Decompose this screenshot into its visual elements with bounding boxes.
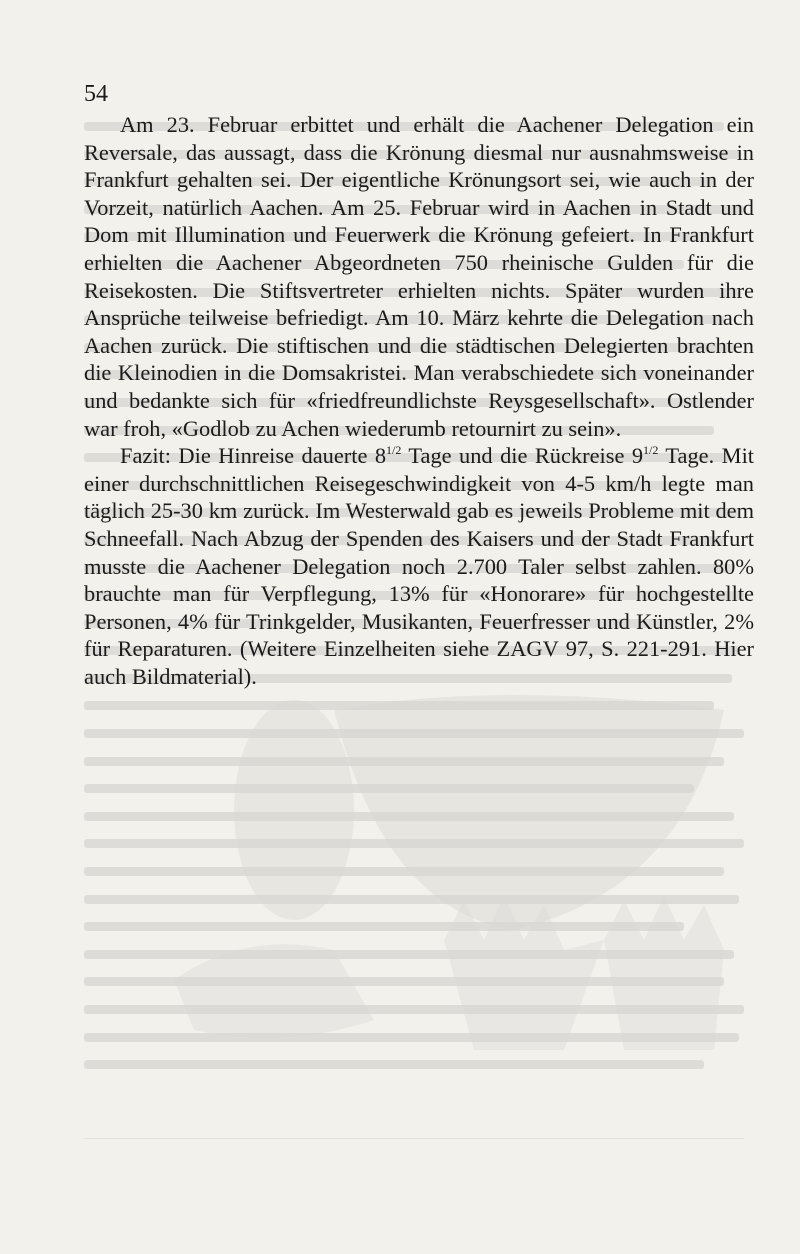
- show-through-line: [84, 938, 754, 966]
- show-through-line-bar: [84, 812, 734, 821]
- show-through-line: [84, 827, 754, 855]
- show-through-line-bar: [84, 1033, 739, 1042]
- show-through-line-bar: [84, 757, 724, 766]
- fraction-superscript: 1/2: [386, 443, 402, 458]
- show-through-line: [84, 855, 754, 883]
- show-through-line-bar: [84, 839, 744, 848]
- fraction-superscript: 1/2: [643, 443, 659, 458]
- page-number: 54: [84, 81, 108, 107]
- show-through-line: [84, 745, 754, 773]
- show-through-line-bar: [84, 784, 694, 793]
- show-through-line-bar: [84, 1060, 704, 1069]
- show-through-line-bar: [84, 1005, 744, 1014]
- paragraph-2-part-b: Tage und die Rückreise 9: [401, 443, 644, 469]
- show-through-line: [84, 910, 754, 938]
- paragraph-2-part-a: Fazit: Die Hinreise dauerte 8: [120, 443, 387, 469]
- show-through-line: [84, 717, 754, 745]
- show-through-line-bar: [84, 950, 734, 959]
- paragraph-2-part-c: Tage. Mit einer durchschnittlichen Reisegeschwindigkeit von 4-5 km/h legte man täglich 25-30 km zurück. Im Westerwald gab es jeweils Probleme mit dem Schneefall. Nach Abzug der Spenden des Kaisers und der Stadt Frankfurt musste die Aachener Delegation noch 2.700 Taler selbst zahlen. 80% brauchte man für Verpflegung, 13% für «Honorare» für hochgestellte Personen, 4% für Trinkgelder, Musikanten, Feuerfresser und Künstler, 2% für Reparaturen. (Weitere Einzelheiten siehe ZAGV 97, S. 221-291. Hier auch Bildmaterial).: [84, 443, 755, 689]
- show-through-line-bar: [84, 729, 744, 738]
- paragraph-2: [84, 442, 754, 690]
- show-through-caption-rule: [84, 1138, 744, 1139]
- paragraph-1: Am 23. Februar erbittet und erhält die Aachener Delegation ein Reversale, das aussagt, dass die Krönung diesmal nur ausnahmsweise in Frankfurt gehalten sei. Der eigentliche Krönungsort sei, wie auch in der Vorzeit, natürlich Aachen. Am 25. Februar wird in Aachen in Stadt und Dom mit Illumination und Feuerwerk die Krönung gefeiert. In Frankfurt erhielten die Aachener Abgeordneten 750 rheinische Gulden für die Reisekosten. Die Stiftsvertreter erhielten nichts. Später wurden ihre Ansprüche teilweise befriedigt. Am 10. März kehrte die Delegation nach Aachen zurück. Die stiftischen und die städtischen Delegierten brachten die Kleinodien in die Domsakristei. Man verabschiedete sich voneinander und bedankte sich für «friedfreundlichste Reysgesellschaft». Ostlender war froh, «Godlob zu Achen wiederumb retournirt zu sein».: [84, 112, 754, 441]
- show-through-line: [84, 689, 754, 717]
- show-through-line: [84, 993, 754, 1021]
- show-through-line-bar: [84, 701, 714, 710]
- show-through-line-bar: [84, 867, 724, 876]
- show-through-line: [84, 1021, 754, 1049]
- show-through-line-bar: [84, 977, 724, 986]
- show-through-line: [84, 800, 754, 828]
- show-through-line: [84, 1048, 754, 1076]
- show-through-line-bar: [84, 895, 739, 904]
- show-through-line: [84, 883, 754, 911]
- show-through-line-bar: [84, 922, 684, 931]
- show-through-line: [84, 772, 754, 800]
- body-text: [84, 111, 754, 690]
- show-through-line: [84, 965, 754, 993]
- show-through-regalia-figure: [84, 690, 754, 1110]
